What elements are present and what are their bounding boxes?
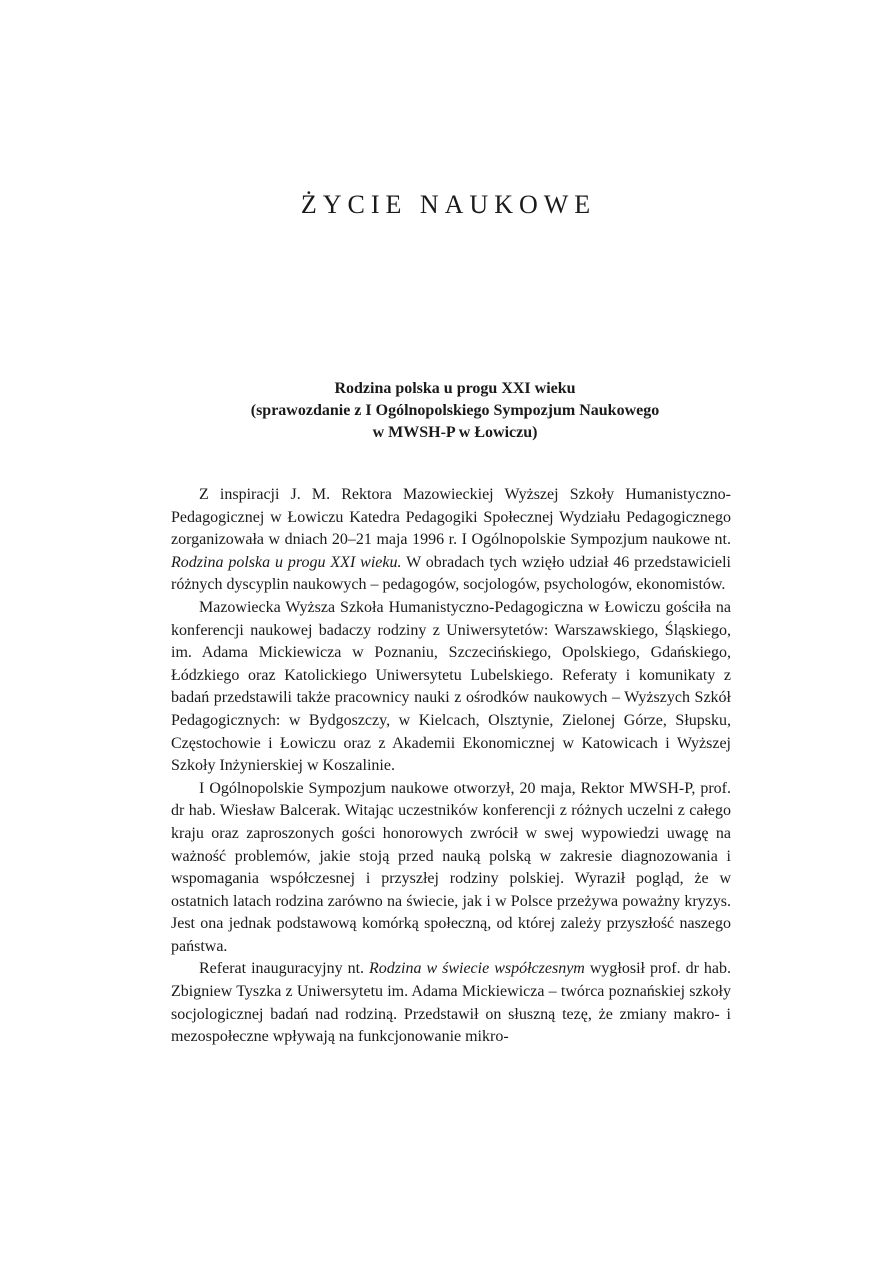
paragraph-3: I Ogólnopolskie Sympozjum naukowe otworzył, 20 maja, Rektor MWSH-P, prof. dr hab. Wiesław Balcerak. Witając uczestników konferencji z różnych uczelni z całego kraju oraz zaproszonych gości honorowych zwrócił w swej wypowiedzi uwagę na ważność problemów, jakie stoją przed nauką polską w zakresie diagnozowania i wspomagania współczesnej i przyszłej rodziny polskiej. Wyraził pogląd, że w ostatnich latach rodzina zarówno na świecie, jak i w Polsce przeżywa poważny kryzys. Jest ona jednak podstawową komórką społeczną, od której zależy przyszłość naszego państwa. bbox=[171, 779, 731, 955]
symposium-title: Rodzina polska u progu XXI wieku. bbox=[171, 553, 402, 571]
section-title: ŻYCIE NAUKOWE bbox=[300, 190, 597, 219]
paragraph-4 bbox=[171, 958, 731, 1048]
paragraph-1-text-b: W obradach tych wzięło udział 46 przedstawicieli różnych dyscyplin naukowych – pedagogów, socjologów, psychologów, ekonomistów. bbox=[171, 553, 732, 594]
paragraph-1 bbox=[171, 484, 731, 597]
lecture-title: Rodzina w świecie współczesnym bbox=[369, 960, 585, 978]
article-title: Rodzina polska u progu XXI wieku bbox=[334, 380, 576, 397]
paragraph-4-text-b: wygłosił prof. dr hab. Zbigniew Tyszka z Uniwersytetu im. Adama Mickiewicza – twórca poznańskiej szkoły socjologicznej badań nad rodziną. Przedstawił on słuszną tezę, że zmiany makro- i mezospołeczne wpływają na funkcjonowanie mikro- bbox=[171, 960, 732, 1046]
paragraph-1-text-a: Z inspiracji J. M. Rektora Mazowieckiej Wyższej Szkoły Humanistyczno-Pedagogicznej w Łowiczu Katedra Pedagogiki Społecznej Wydziału Pedagogicznego zorganizowała w dniach 20–21 maja 1996 r. I Ogólnopolskie Sympozjum naukowe nt. bbox=[171, 486, 731, 549]
article-subtitle-line-2: w MWSH-P w Łowiczu) bbox=[372, 424, 538, 441]
article-subtitle-line-1: (sprawozdanie z I Ogólnopolskiego Sympozjum Naukowego bbox=[250, 402, 660, 419]
article-body bbox=[171, 484, 731, 1049]
paragraph-4-text-a: Referat inauguracyjny nt. bbox=[199, 960, 370, 978]
article-heading bbox=[170, 378, 740, 444]
paragraph-2: Mazowiecka Wyższa Szkoła Humanistyczno-Pedagogiczna w Łowiczu gościła na konferencji naukowej badaczy rodziny z Uniwersytetów: Warszawskiego, Śląskiego, im. Adama Mickiewicza w Poznaniu, Szczecińskiego, Opolskiego, Gdańskiego, Łódzkiego oraz Katolickiego Uniwersytetu Lubelskiego. Referaty i komunikaty z badań przedstawili także pracownicy nauki z ośrodków naukowych – Wyższych Szkół Pedagogicznych: w Bydgoszczy, w Kielcach, Olsztynie, Zielonej Górze, Słupsku, Częstochowie i Łowiczu oraz z Akademii Ekonomicznej w Katowicach i Wyższej Szkoły Inżynierskiej w Koszalinie. bbox=[171, 598, 731, 775]
